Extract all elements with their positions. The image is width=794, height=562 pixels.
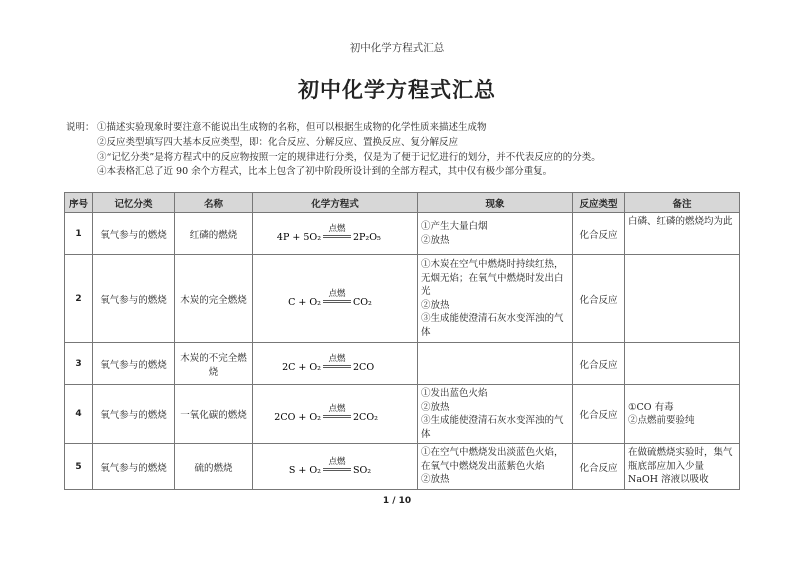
row-remarks <box>625 213 740 255</box>
equation-condition: 点燃 <box>328 456 346 467</box>
row-category: 氧气参与的燃烧 <box>93 343 175 385</box>
row-remarks <box>625 343 740 385</box>
phenomenon-line: ①发出蓝色火焰 <box>421 388 488 399</box>
page-title: 初中化学方程式汇总 <box>298 77 496 102</box>
phenomenon-line: ①产生大量白烟 <box>421 221 488 232</box>
equation-reactants: 4P + 5O₂ <box>276 231 321 243</box>
equation-condition: 点燃 <box>328 404 346 414</box>
col-header-seq: 序号 <box>65 193 93 213</box>
page-number: 1 / 10 <box>382 496 412 506</box>
row-reaction-type: 化合反应 <box>573 255 625 343</box>
col-header-name: 名称 <box>175 193 253 213</box>
row-phenomena <box>418 213 573 255</box>
row-seq: 3 <box>65 343 93 385</box>
phenomenon-line: ②放热 <box>421 299 450 311</box>
equation-products: SO₂ <box>353 464 372 476</box>
row-equation <box>253 444 418 490</box>
notes-label: 说明： <box>66 122 95 133</box>
equation-graphic <box>256 349 415 379</box>
row-name: 一氧化碳的燃烧 <box>175 385 253 444</box>
note-text: ③“记忆分类”是将方程式中的反应物按照一定的规律进行分类，仅是为了便于记忆进行的划分，并不代表反应的的分类。 <box>97 151 601 163</box>
equation-reactants: 2CO + O₂ <box>274 412 321 423</box>
col-header-phenomena: 现象 <box>418 193 573 213</box>
phenomenon-line: ②放热 <box>421 401 450 413</box>
page-header: 初中化学方程式汇总 <box>349 42 445 54</box>
equation-condition: 点燃 <box>328 288 346 299</box>
notes-section <box>66 121 746 180</box>
row-equation <box>253 255 418 343</box>
row-phenomena <box>418 343 573 385</box>
note-line-1 <box>66 121 746 136</box>
row-name: 木炭的完全燃烧 <box>175 255 253 343</box>
equation-condition: 点燃 <box>328 353 346 364</box>
row-remarks <box>625 444 740 490</box>
row-seq: 5 <box>65 444 93 490</box>
note-text: ①描述实验现象时要注意不能说出生成物的名称，但可以根据生成物的化学性质来描述生成物 <box>97 122 487 133</box>
row-name: 木炭的不完全燃烧 <box>175 343 253 385</box>
equation-condition: 点燃 <box>328 223 346 234</box>
col-header-remarks: 备注 <box>625 193 740 213</box>
row-name: 硫的燃烧 <box>175 444 253 490</box>
remark-line: 白磷、红磷的燃烧均为此 <box>628 216 733 227</box>
row-equation <box>253 385 418 444</box>
remark-line: 在做硫燃烧实验时，集气瓶底部应加入少量 NaOH 溶液以吸收 <box>628 447 733 486</box>
row-category: 氧气参与的燃烧 <box>93 385 175 444</box>
row-reaction-type: 化合反应 <box>573 385 625 444</box>
row-equation <box>253 343 418 385</box>
table-row <box>65 385 740 444</box>
remark-line: ①CO 有毒 <box>628 401 674 413</box>
equation-reactants: 2C + O₂ <box>282 361 321 373</box>
row-seq: 1 <box>65 213 93 255</box>
row-category: 氧气参与的燃烧 <box>93 444 175 490</box>
equation-products: 2P₂O₅ <box>353 231 381 243</box>
phenomenon-line: ③生成能使澄清石灰水变浑浊的气体 <box>421 415 564 440</box>
note-line-3 <box>66 151 746 166</box>
equation-table <box>64 192 740 490</box>
equation-graphic <box>256 284 415 314</box>
row-seq: 4 <box>65 385 93 444</box>
phenomenon-line: ①木炭在空气中燃烧时持续红热，无烟无焰；在氧气中燃烧时发出白光 <box>421 259 564 297</box>
table-row <box>65 255 740 343</box>
table-row <box>65 213 740 255</box>
col-header-type: 反应类型 <box>573 193 625 213</box>
table-row <box>65 444 740 490</box>
note-line-2 <box>66 136 746 151</box>
row-category: 氧气参与的燃烧 <box>93 213 175 255</box>
row-reaction-type: 化合反应 <box>573 444 625 490</box>
equation-products: 2CO <box>353 361 375 373</box>
equation-products: 2CO₂ <box>353 412 378 423</box>
row-equation <box>253 213 418 255</box>
row-name: 红磷的燃烧 <box>175 213 253 255</box>
note-line-4 <box>66 165 746 180</box>
row-remarks <box>625 385 740 444</box>
col-header-equation: 化学方程式 <box>253 193 418 213</box>
equation-reactants: S + O₂ <box>288 464 321 476</box>
phenomenon-line: ②放热 <box>421 234 450 246</box>
equation-graphic <box>256 399 415 429</box>
row-seq: 2 <box>65 255 93 343</box>
equation-graphic <box>256 452 415 482</box>
note-text: ②反应类型填写四大基本反应类型，即：化合反应、分解反应、置换反应、复分解反应 <box>97 136 459 148</box>
phenomenon-line: ②放热 <box>421 474 450 486</box>
row-category: 氧气参与的燃烧 <box>93 255 175 343</box>
phenomenon-line: ③生成能使澄清石灰水变浑浊的气体 <box>421 313 564 338</box>
row-phenomena <box>418 385 573 444</box>
row-reaction-type: 化合反应 <box>573 213 625 255</box>
table-header-row <box>65 193 740 213</box>
note-text: ④本表格汇总了近 90 余个方程式，比本上包含了初中阶段所设计到的全部方程式，其中仅有极少部分重复。 <box>97 166 553 178</box>
equation-reactants: C + O₂ <box>288 296 321 308</box>
row-remarks <box>625 255 740 343</box>
remark-line: ②点燃前要验纯 <box>628 415 695 426</box>
equation-products: CO₂ <box>353 296 372 308</box>
table-row <box>65 343 740 385</box>
row-reaction-type: 化合反应 <box>573 343 625 385</box>
row-phenomena <box>418 444 573 490</box>
row-phenomena <box>418 255 573 343</box>
phenomenon-line: ①在空气中燃烧发出淡蓝色火焰，在氧气中燃烧发出蓝紫色火焰 <box>421 447 564 472</box>
col-header-category: 记忆分类 <box>93 193 175 213</box>
equation-graphic <box>256 219 415 249</box>
